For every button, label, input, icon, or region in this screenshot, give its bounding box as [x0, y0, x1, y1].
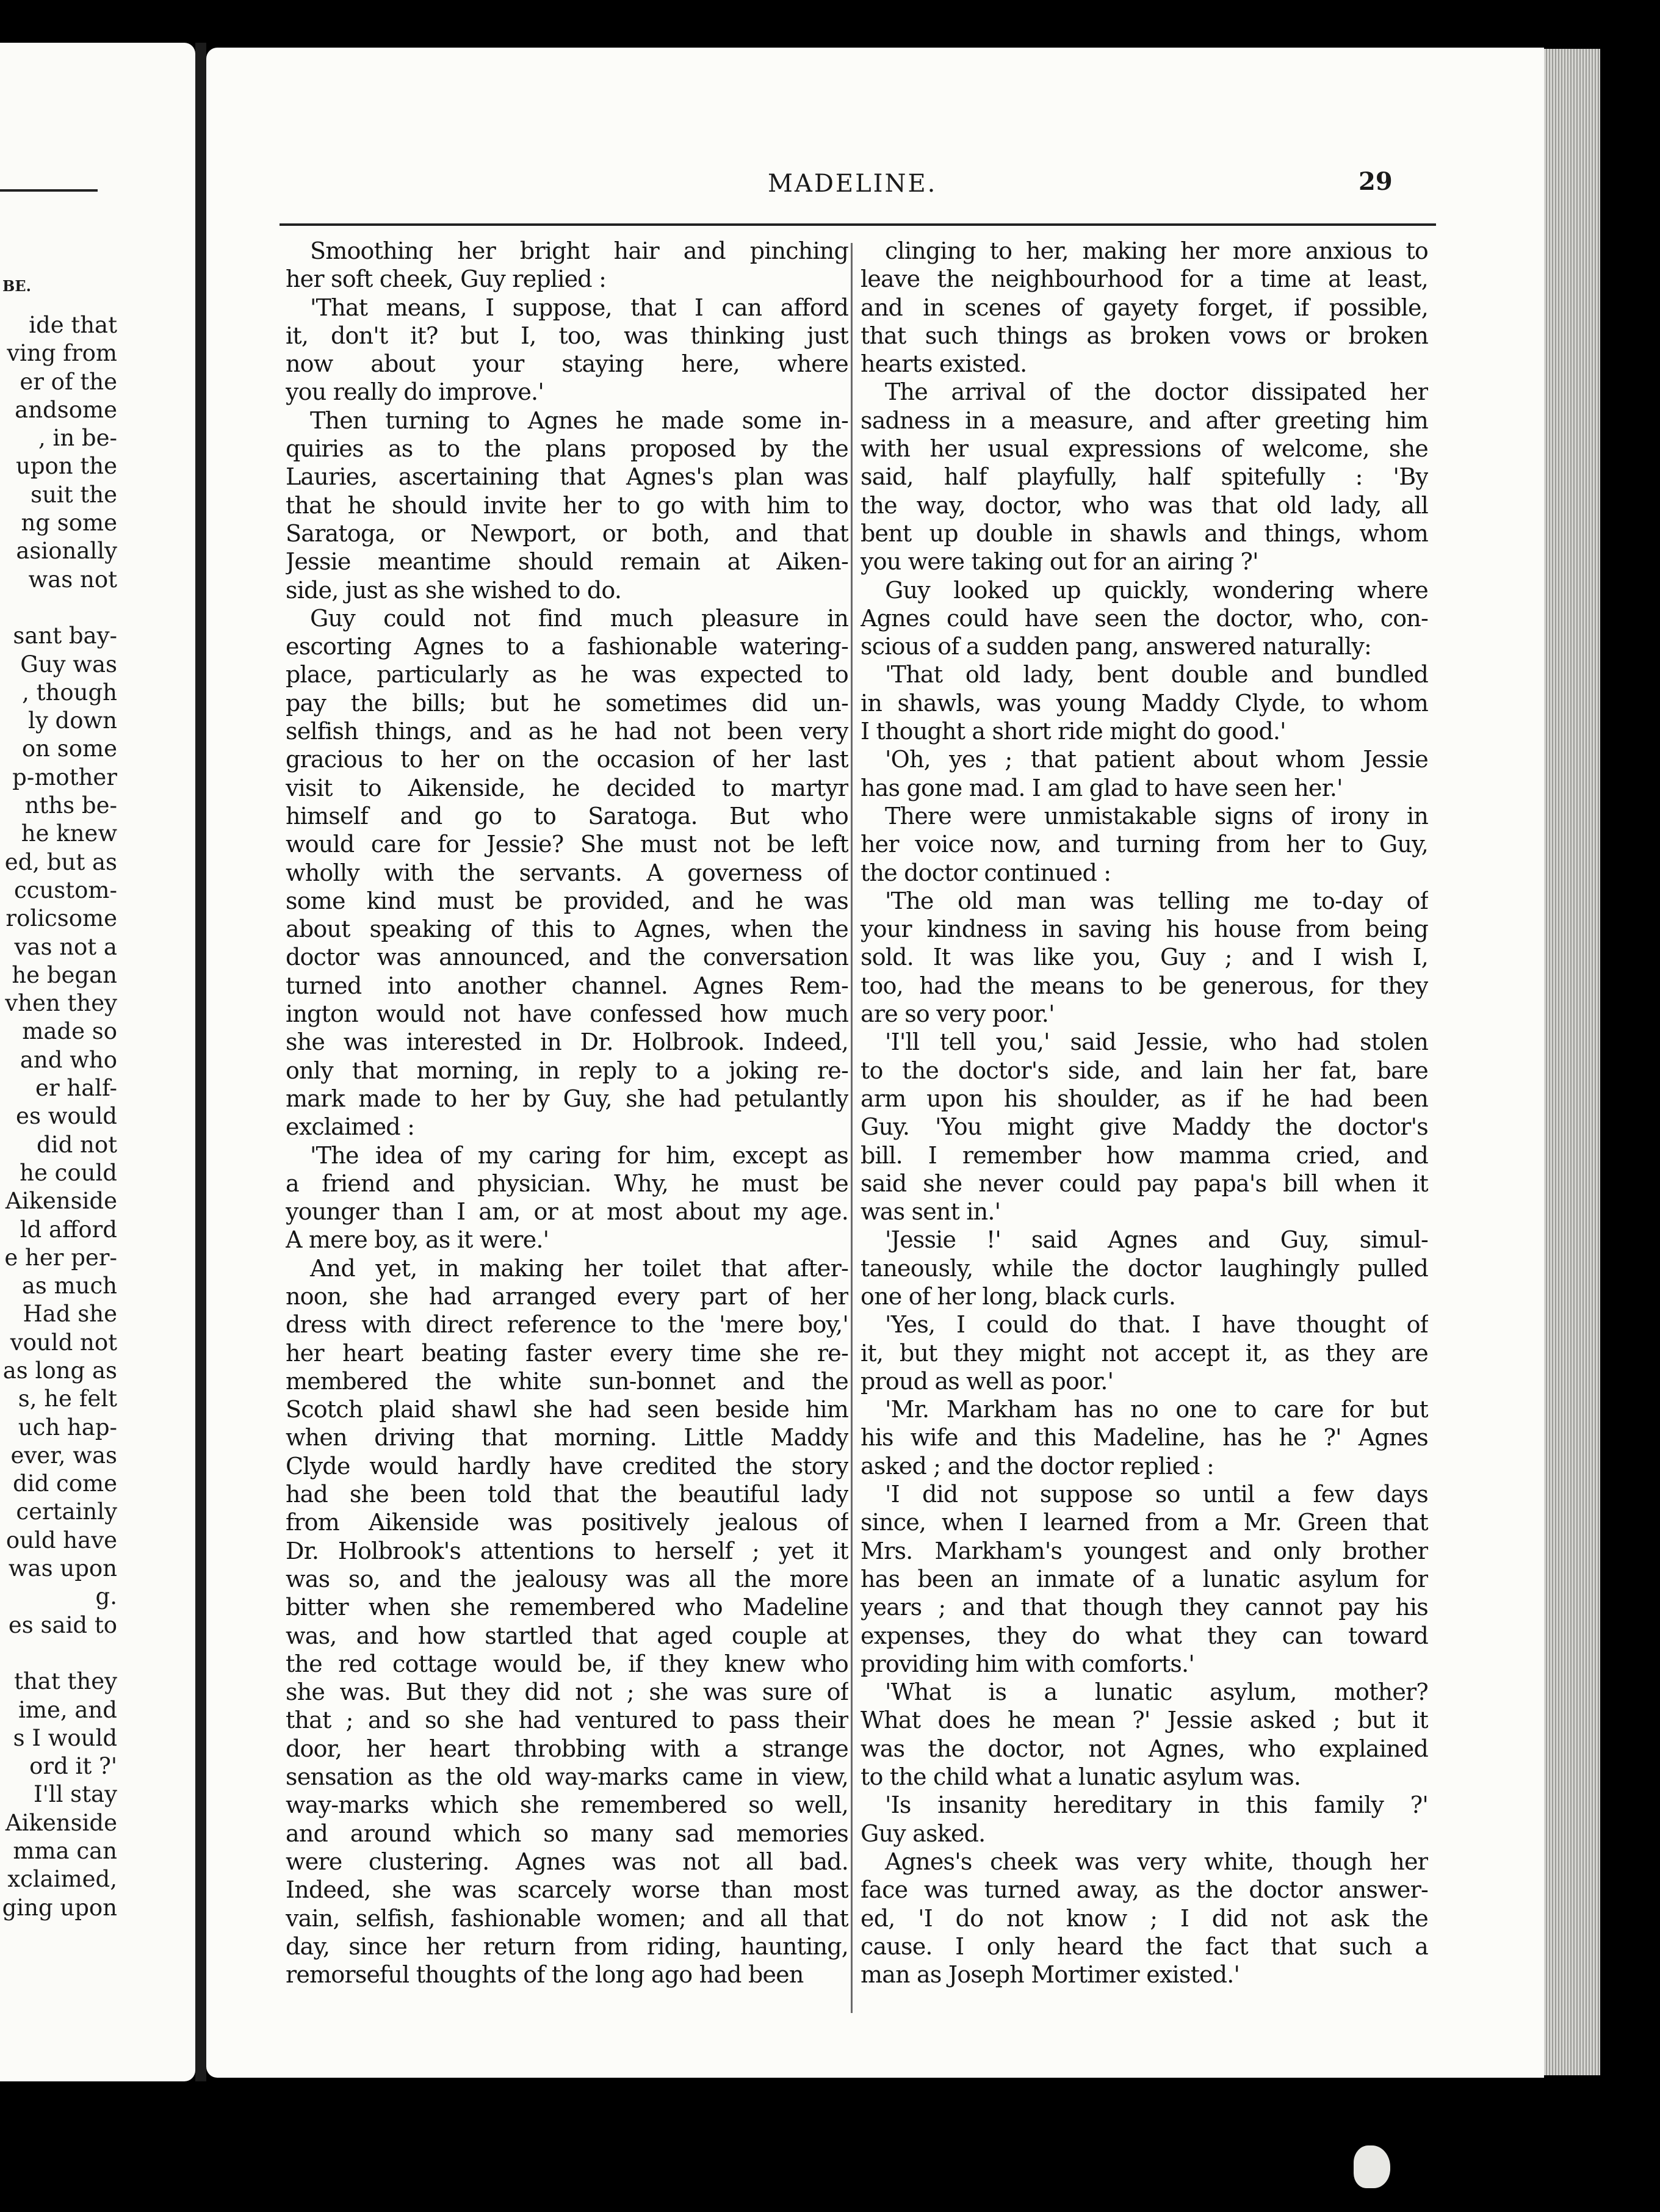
fragment-line: sant bay-	[13, 623, 117, 649]
paragraph	[861, 576, 1428, 661]
paragraph	[286, 1254, 848, 1989]
text-line: selfish things, and as he had not been very	[286, 718, 848, 745]
text-line: And yet, in making her toilet that after-	[310, 1254, 848, 1282]
text-line: younger than I am, or at most about my age.	[286, 1198, 848, 1226]
text-line: her heart beating faster every time she re-	[286, 1339, 848, 1367]
page-header	[206, 167, 1544, 206]
text-line: that ; and so she had ventured to pass their	[286, 1707, 848, 1734]
text-line: place, particularly as he was expected to	[286, 661, 848, 689]
fragment-line: Had she	[23, 1301, 117, 1328]
fragment-line: ld afford	[20, 1216, 117, 1243]
text-line: The arrival of the doctor dissipated her	[885, 378, 1428, 406]
fragment-line: vas not a	[14, 933, 117, 960]
text-line: were clustering. Agnes was not all bad.	[286, 1848, 848, 1875]
paragraph	[286, 294, 848, 407]
fragment-line: made so	[22, 1018, 117, 1045]
text-line: years ; and that though they cannot pay his	[861, 1594, 1428, 1621]
text-line: turned into another channel. Agnes Rem-	[286, 972, 848, 999]
paragraph	[861, 745, 1428, 802]
fragment-line: asionally	[16, 538, 117, 565]
paragraph	[861, 660, 1428, 745]
text-line: sadness in a measure, and after greeting him	[861, 407, 1428, 434]
text-line: man as Joseph Mortimer existed.'	[861, 1961, 1240, 1989]
text-line: providing him with comforts.'	[861, 1650, 1194, 1677]
fragment-line: es said to	[8, 1611, 117, 1638]
text-line: too, had the means to be generous, for they	[861, 972, 1428, 999]
left-page-heading-fragment: BE.	[2, 277, 31, 295]
text-line: Agnes's cheek was very white, though her	[885, 1848, 1428, 1875]
text-line: 'The idea of my caring for him, except as	[310, 1141, 848, 1169]
text-line: himself and go to Saratoga. But who	[286, 802, 848, 830]
fragment-line: p-mother	[12, 764, 117, 790]
fragment-line: that they	[14, 1668, 117, 1695]
fragment-line: he knew	[21, 820, 117, 847]
text-line: Guy. 'You might give Maddy the doctor's	[861, 1113, 1428, 1141]
text-line: the way, doctor, who was that old lady, all	[861, 491, 1428, 519]
fragment-line: ould have	[5, 1527, 117, 1553]
text-line: 'Oh, yes ; that patient about whom Jessie	[885, 746, 1428, 773]
paragraph	[861, 378, 1428, 576]
text-line: pay the bills; but he sometimes did un-	[286, 689, 848, 717]
fragment-line: uch hap-	[18, 1414, 117, 1440]
paragraph	[861, 237, 1428, 378]
text-line: clinging to her, making her more anxious to	[885, 237, 1428, 264]
text-line: 'That old lady, bent double and bundled	[885, 661, 1428, 689]
paragraph	[861, 887, 1428, 1028]
text-line: expenses, they do what they can toward	[861, 1622, 1428, 1649]
text-line: exclaimed :	[286, 1113, 415, 1141]
text-line: sensation as the old way-marks came in view,	[286, 1763, 848, 1791]
text-line: leave the neighbourhood for a time at least,	[861, 266, 1428, 293]
text-line: and around which so many sad memories	[286, 1820, 848, 1847]
text-line: she was interested in Dr. Holbrook. Indeed,	[286, 1028, 848, 1056]
text-line: Dr. Holbrook's attentions to herself ; yet it	[286, 1537, 848, 1564]
fragment-line: e her per-	[4, 1244, 117, 1271]
text-line: some kind must be provided, and he was	[286, 887, 848, 914]
text-line: with her usual expressions of welcome, she	[861, 435, 1428, 463]
fragment-line: certainly	[16, 1498, 117, 1525]
text-line: his wife and this Madeline, has he ?' Agnes	[861, 1424, 1428, 1451]
text-line: 'Yes, I could do that. I have thought of	[885, 1311, 1428, 1339]
paragraph	[286, 407, 848, 604]
scan-corner-mark	[1354, 2145, 1390, 2188]
fragment-line: ever, was	[10, 1442, 117, 1469]
fragment-line: ging upon	[2, 1894, 117, 1921]
text-line: a friend and physician. Why, he must be	[286, 1169, 848, 1197]
fragment-line: ving from	[7, 340, 117, 367]
fragment-line: nths be-	[24, 792, 117, 819]
text-line: and in scenes of gayety forget, if possible,	[861, 294, 1428, 321]
text-line: escorting Agnes to a fashionable watering-	[286, 633, 848, 660]
text-line: bitter when she remembered who Madeline	[286, 1594, 848, 1621]
text-line: Saratoga, or Newport, or both, and that	[286, 519, 848, 547]
paragraph	[861, 1395, 1428, 1480]
book-gutter	[195, 43, 206, 2081]
paragraph	[286, 604, 848, 1141]
text-line: to the doctor's side, and lain her fat, bare	[861, 1057, 1428, 1084]
text-line: has gone mad. I am glad to have seen her.'	[861, 774, 1343, 801]
text-line: 'What is a lunatic asylum, mother?	[885, 1679, 1428, 1706]
text-line: day, since her return from riding, haunting,	[286, 1932, 848, 1960]
fragment-line: he began	[12, 961, 117, 988]
text-line: gracious to her on the occasion of her last	[286, 746, 848, 773]
fragment-line: ed, but as	[4, 848, 117, 875]
text-line: now about your staying here, where	[286, 350, 848, 378]
fragment-line: did come	[13, 1470, 117, 1497]
text-line: side, just as she wished to do.	[286, 576, 622, 604]
text-line: Mrs. Markham's youngest and only brother	[861, 1537, 1428, 1564]
text-line: doctor was announced, and the conversation	[286, 944, 848, 971]
text-line: 'The old man was telling me to-day of	[885, 887, 1428, 914]
text-column-right	[861, 237, 1428, 1989]
fragment-line: suit the	[31, 481, 117, 508]
text-line: 'That means, I suppose, that I can afford	[310, 294, 848, 321]
text-line: one of her long, black curls.	[861, 1282, 1176, 1310]
text-line: when driving that morning. Little Maddy	[286, 1424, 848, 1451]
text-line: in shawls, was young Maddy Clyde, to whom	[861, 689, 1428, 717]
text-line: was sent in.'	[861, 1198, 1001, 1226]
text-line: asked ; and the doctor replied :	[861, 1452, 1214, 1480]
fragment-line: er of the	[20, 368, 117, 395]
fragment-line: ccustom-	[14, 876, 117, 903]
text-line: she was. But they did not ; she was sure of	[286, 1679, 848, 1706]
text-line: door, her heart throbbing with a strange	[286, 1735, 848, 1762]
fragment-line: ly down	[28, 707, 117, 734]
text-line: are so very poor.'	[861, 1000, 1055, 1028]
text-line: vain, selfish, fashionable women; and all that	[286, 1904, 848, 1932]
fragment-line: rolicsome	[5, 905, 117, 932]
text-line: There were unmistakable signs of irony in	[885, 802, 1428, 830]
text-line: scious of a sudden pang, answered naturally:	[861, 633, 1372, 660]
text-column-left	[286, 237, 848, 1989]
text-line: way-marks which she remembered so well,	[286, 1791, 848, 1819]
text-line: Clyde would hardly have credited the story	[286, 1452, 848, 1480]
fragment-line: ime, and	[18, 1696, 117, 1723]
text-line: from Aikenside was positively jealous of	[286, 1509, 848, 1536]
text-line: noon, she had arranged every part of her	[286, 1282, 848, 1310]
text-line: 'I'll tell you,' said Jessie, who had stolen	[885, 1028, 1428, 1056]
text-line: it, don't it? but I, too, was thinking just	[286, 322, 848, 349]
text-line: it, but they might not accept it, as they are	[861, 1339, 1428, 1367]
text-line: was, and how startled that aged couple at	[286, 1622, 848, 1649]
paragraph	[286, 237, 848, 294]
text-line: Jessie meantime should remain at Aiken-	[286, 548, 848, 576]
text-line: bent up double in shawls and things, whom	[861, 519, 1428, 547]
text-line: wholly with the servants. A governess of	[286, 859, 848, 886]
text-line: Guy asked.	[861, 1820, 986, 1847]
text-line: hearts existed.	[861, 350, 1027, 378]
text-line: had she been told that the beautiful lady	[286, 1481, 848, 1508]
text-line: face was turned away, as the doctor answer-	[861, 1876, 1428, 1904]
paragraph	[861, 1791, 1428, 1848]
text-line: was so, and the jealousy was all the more	[286, 1565, 848, 1592]
text-line: arm upon his shoulder, as if he had been	[861, 1085, 1428, 1112]
text-line: about speaking of this to Agnes, when the	[286, 916, 848, 943]
fragment-line: on some	[21, 736, 117, 762]
text-line: 'Mr. Markham has no one to care for but	[885, 1396, 1428, 1423]
page-block-edge	[1544, 49, 1600, 2075]
running-title: MADELINE.	[768, 170, 937, 198]
fragment-line	[0, 1639, 117, 1668]
fragment-line: upon the	[16, 453, 117, 480]
paragraph	[861, 1028, 1428, 1226]
fragment-line: g.	[95, 1583, 117, 1610]
text-line: since, when I learned from a Mr. Green that	[861, 1509, 1428, 1536]
fragment-line	[0, 594, 117, 622]
text-line: 'Is insanity hereditary in this family ?'	[885, 1791, 1428, 1819]
text-line: your kindness in saving his house from being	[861, 916, 1428, 943]
fragment-line: Guy was	[20, 651, 117, 678]
text-line: I thought a short ride might do good.'	[861, 718, 1286, 745]
text-line: 'Jessie !' said Agnes and Guy, simul-	[885, 1226, 1428, 1254]
text-line: that such things as broken vows or broken	[861, 322, 1428, 349]
fragment-line: was not	[28, 566, 117, 593]
paragraph	[861, 1848, 1428, 1989]
fragment-line: as much	[21, 1273, 117, 1299]
fragment-line: vould not	[10, 1329, 117, 1356]
text-line: Then turning to Agnes he made some in-	[310, 407, 848, 434]
fragment-line: s I would	[13, 1724, 117, 1751]
text-line: Agnes could have seen the doctor, who, con-	[861, 604, 1428, 632]
text-line: the red cottage would be, if they knew who	[286, 1650, 848, 1677]
fragment-line: s, he felt	[18, 1386, 117, 1412]
text-line: taneously, while the doctor laughingly pulled	[861, 1254, 1428, 1282]
fragment-line: did not	[37, 1131, 117, 1158]
book-page	[206, 48, 1544, 2078]
text-line: membered the white sun-bonnet and the	[286, 1367, 848, 1395]
text-line: has been an inmate of a lunatic asylum for	[861, 1565, 1428, 1592]
fragment-line: ord it ?'	[29, 1753, 117, 1780]
text-line: remorseful thoughts of the long ago had been	[286, 1961, 804, 1989]
text-line: said she never could pay papa's bill when it	[861, 1169, 1428, 1197]
text-line: What does he mean ?' Jessie asked ; but it	[861, 1707, 1428, 1734]
fragment-line: Aikenside	[5, 1188, 117, 1215]
text-line: sold. It was like you, Guy ; and I wish I,	[861, 944, 1428, 971]
text-line: Smoothing her bright hair and pinching	[310, 237, 848, 264]
paragraph	[861, 1310, 1428, 1395]
fragment-line: , though	[22, 679, 117, 706]
left-page-text-fragment	[0, 311, 117, 1922]
text-line: quiries as to the plans proposed by the	[286, 435, 848, 463]
fragment-line: ide that	[29, 312, 117, 338]
fragment-line: I'll stay	[33, 1781, 117, 1808]
text-line: was the doctor, not Agnes, who explained	[861, 1735, 1428, 1762]
paragraph	[286, 1141, 848, 1254]
text-line: mark made to her by Guy, she had petulantly	[286, 1085, 848, 1112]
fragment-line: as long as	[2, 1357, 117, 1384]
text-line: her soft cheek, Guy replied :	[286, 266, 607, 293]
text-line: visit to Aikenside, he decided to martyr	[286, 774, 848, 801]
text-line: bill. I remember how mamma cried, and	[861, 1141, 1428, 1169]
text-line: cause. I only heard the fact that such a	[861, 1932, 1428, 1960]
page-number: 29	[1359, 167, 1393, 196]
fragment-line: Aikenside	[5, 1809, 117, 1836]
text-line: to the child what a lunatic asylum was.	[861, 1763, 1301, 1791]
paragraph	[861, 1678, 1428, 1791]
text-line: dress with direct reference to the 'mere boy,'	[286, 1311, 848, 1339]
left-facing-page-fragment	[0, 43, 195, 2081]
paragraph	[861, 802, 1428, 887]
text-line: Guy looked up quickly, wondering where	[885, 576, 1428, 604]
fragment-line: andsome	[15, 396, 117, 423]
text-line: ed, 'I do not know ; I did not ask the	[861, 1904, 1428, 1932]
text-line: would care for Jessie? She must not be left	[286, 831, 848, 858]
fragment-line: ng some	[21, 510, 117, 537]
text-line: the doctor continued :	[861, 859, 1111, 886]
fragment-line: was upon	[8, 1555, 117, 1582]
fragment-line: er half-	[35, 1075, 117, 1102]
fragment-line: xclaimed,	[7, 1866, 117, 1893]
fragment-line: mma can	[13, 1838, 117, 1865]
text-line: Indeed, she was scarcely worse than most	[286, 1876, 848, 1904]
text-line: her voice now, and turning from her to Guy,	[861, 831, 1428, 858]
text-line: said, half playfully, half spitefully : 'By	[861, 463, 1428, 491]
header-rule	[280, 223, 1436, 226]
text-line: proud as well as poor.'	[861, 1367, 1114, 1395]
left-page-header-rule	[0, 189, 98, 192]
text-line: you were taking out for an airing ?'	[861, 548, 1258, 576]
text-line: Guy could not find much pleasure in	[310, 604, 848, 632]
text-line: that he should invite her to go with him to	[286, 491, 848, 519]
fragment-line: and who	[20, 1046, 117, 1073]
text-line: A mere boy, as it were.'	[286, 1226, 549, 1254]
fragment-line: he could	[20, 1159, 117, 1186]
fragment-line: , in be-	[38, 425, 117, 452]
text-line: ington would not have confessed how much	[286, 1000, 848, 1028]
text-line: 'I did not suppose so until a few days	[885, 1481, 1428, 1508]
paragraph	[861, 1226, 1428, 1310]
text-line: you really do improve.'	[286, 378, 544, 406]
fragment-line: es would	[16, 1103, 117, 1130]
text-line: Scotch plaid shawl she had seen beside him	[286, 1396, 848, 1423]
fragment-line: vhen they	[5, 990, 117, 1017]
paragraph	[861, 1480, 1428, 1678]
text-line: only that morning, in reply to a joking re-	[286, 1057, 848, 1084]
text-line: Lauries, ascertaining that Agnes's plan was	[286, 463, 848, 491]
column-divider	[851, 243, 853, 2013]
